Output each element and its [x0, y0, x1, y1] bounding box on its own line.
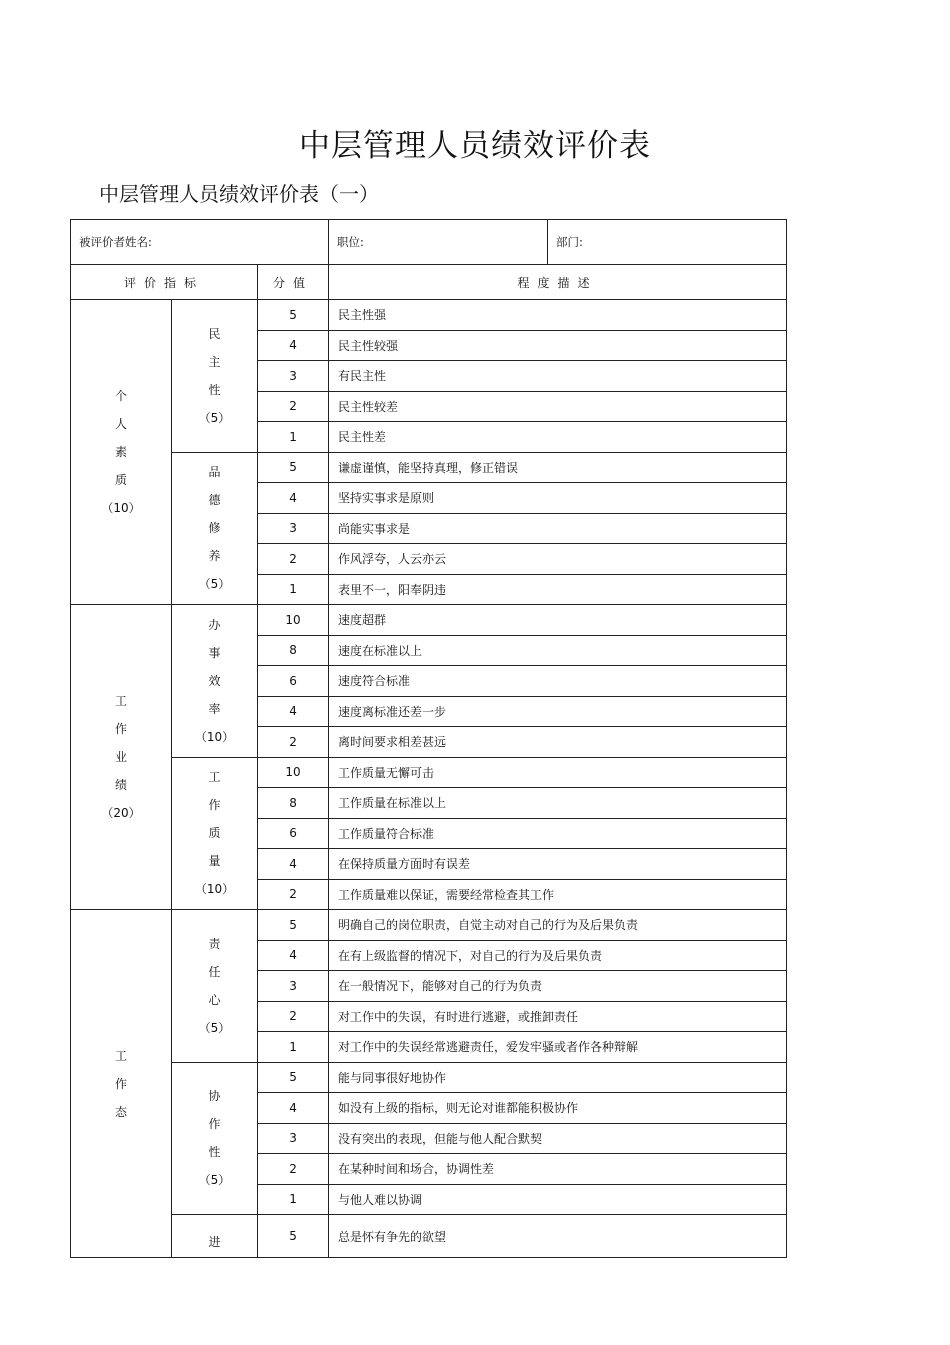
subcategory-label: [172, 910, 258, 1063]
description-cell: 工作质量在标准以上: [329, 788, 787, 819]
category-label-char: 质: [114, 473, 127, 487]
subcategory-label-char: 养: [208, 549, 221, 564]
subcategory-label: [172, 757, 258, 910]
table-subtitle: 中层管理人员绩效评价表（一）: [99, 182, 379, 206]
subcategory-label-char: （5）: [198, 577, 231, 592]
category-label-char: 工: [114, 694, 127, 708]
score-cell: 2: [258, 879, 329, 910]
score-cell: 1: [258, 574, 329, 605]
header-row: [71, 265, 787, 300]
score-cell: 5: [258, 452, 329, 483]
score-cell: 3: [258, 1123, 329, 1154]
score-cell: 6: [258, 666, 329, 697]
score-cell: 4: [258, 1093, 329, 1124]
score-cell: 8: [258, 788, 329, 819]
description-cell: 与他人难以协调: [329, 1184, 787, 1215]
table-row: [71, 452, 787, 483]
subcategory-label-char: 修: [208, 521, 221, 536]
description-cell: 速度符合标准: [329, 666, 787, 697]
subcategory-label-char: 德: [208, 493, 221, 508]
position-field[interactable]: 职位:: [329, 220, 548, 265]
score-cell: 10: [258, 757, 329, 788]
table-row: [71, 1215, 787, 1258]
category-label-char: 人: [114, 417, 127, 431]
description-cell: 工作质量难以保证，需要经常检查其工作: [329, 879, 787, 910]
description-cell: 民主性较差: [329, 391, 787, 422]
description-cell: 作风浮夸，人云亦云: [329, 544, 787, 575]
header-score: 分值: [258, 265, 329, 300]
subcategory-label-char: 品: [208, 465, 221, 480]
score-cell: 4: [258, 696, 329, 727]
table-row: [71, 910, 787, 941]
subcategory-label: [172, 300, 258, 453]
score-cell: 4: [258, 330, 329, 361]
score-cell: 5: [258, 1215, 329, 1258]
header-criteria: 评价指标: [71, 265, 258, 300]
category-label-char: 绩: [114, 778, 127, 792]
subcategory-label-char: 性: [208, 382, 221, 397]
description-cell: 尚能实事求是: [329, 513, 787, 544]
description-cell: 表里不一，阳奉阴违: [329, 574, 787, 605]
subcategory-label-char: 作: [208, 1117, 221, 1132]
subcategory-label-char: （5）: [198, 1173, 231, 1188]
evaluatee-name-field[interactable]: 被评价者姓名:: [71, 220, 329, 265]
score-cell: 1: [258, 1184, 329, 1215]
description-cell: 在保持质量方面时有误差: [329, 849, 787, 880]
score-cell: 2: [258, 1001, 329, 1032]
subcategory-label-char: （10）: [194, 882, 235, 897]
table-row: [71, 605, 787, 636]
table-row: [71, 757, 787, 788]
subcategory-label: [172, 605, 258, 758]
description-cell: 速度在标准以上: [329, 635, 787, 666]
category-label-char: 素: [114, 445, 127, 459]
subcategory-label-char: 作: [208, 798, 221, 813]
description-cell: 民主性较强: [329, 330, 787, 361]
score-cell: 5: [258, 1062, 329, 1093]
info-row: [71, 220, 787, 265]
description-cell: 对工作中的失误经常逃避责任，爱发牢骚或者作各种辩解: [329, 1032, 787, 1063]
subcategory-label-char: （5）: [198, 1020, 231, 1035]
score-cell: 5: [258, 910, 329, 941]
score-cell: 3: [258, 361, 329, 392]
category-label: [71, 605, 172, 910]
category-label: [71, 300, 172, 605]
subcategory-label-char: 事: [208, 645, 221, 660]
page-title: 中层管理人员绩效评价表: [299, 128, 651, 164]
subcategory-label-char: 民: [208, 326, 221, 341]
subcategory-label-char: （10）: [194, 729, 235, 744]
description-cell: 有民主性: [329, 361, 787, 392]
subcategory-label-char: 量: [208, 854, 221, 869]
description-cell: 工作质量符合标准: [329, 818, 787, 849]
subcategory-label-char: 任: [208, 964, 221, 979]
subcategory-label-char: 进: [208, 1235, 221, 1249]
score-cell: 5: [258, 300, 329, 331]
score-cell: 10: [258, 605, 329, 636]
description-cell: 对工作中的失误，有时进行逃避，或推卸责任: [329, 1001, 787, 1032]
category-label-char: 作: [114, 722, 127, 736]
subcategory-label-char: （5）: [198, 410, 231, 425]
subcategory-label-char: 协: [208, 1089, 221, 1104]
department-field[interactable]: 部门:: [548, 220, 787, 265]
score-cell: 2: [258, 391, 329, 422]
category-label-char: 个: [114, 389, 127, 403]
description-cell: 工作质量无懈可击: [329, 757, 787, 788]
description-cell: 速度超群: [329, 605, 787, 636]
score-cell: 2: [258, 1154, 329, 1185]
score-cell: 6: [258, 818, 329, 849]
table-row: [71, 300, 787, 331]
subcategory-label: [172, 1062, 258, 1215]
description-cell: 在一般情况下，能够对自己的行为负责: [329, 971, 787, 1002]
score-cell: 2: [258, 727, 329, 758]
category-label-char: （20）: [101, 806, 141, 820]
description-cell: 坚持实事求是原则: [329, 483, 787, 514]
description-cell: 民主性差: [329, 422, 787, 453]
score-cell: 3: [258, 513, 329, 544]
score-cell: 4: [258, 940, 329, 971]
description-cell: 谦虚谨慎，能坚持真理，修正错误: [329, 452, 787, 483]
score-cell: 3: [258, 971, 329, 1002]
description-cell: 速度离标准还差一步: [329, 696, 787, 727]
category-label-char: （10）: [101, 501, 141, 515]
description-cell: 没有突出的表现，但能与他人配合默契: [329, 1123, 787, 1154]
subcategory-label-char: 效: [208, 673, 221, 688]
category-label-char: 作: [114, 1076, 127, 1091]
score-cell: 4: [258, 483, 329, 514]
category-label-char: 业: [114, 750, 127, 764]
subcategory-label-char: 主: [208, 354, 221, 369]
description-cell: 在某种时间和场合，协调性差: [329, 1154, 787, 1185]
header-description: 程度描述: [329, 265, 787, 300]
subcategory-label-char: 率: [208, 701, 221, 716]
description-cell: 在有上级监督的情况下，对自己的行为及后果负责: [329, 940, 787, 971]
subcategory-label: [172, 452, 258, 605]
subcategory-label-char: 办: [208, 617, 221, 632]
subcategory-label-char: 心: [208, 992, 221, 1007]
score-cell: 1: [258, 1032, 329, 1063]
score-cell: 8: [258, 635, 329, 666]
category-label-char: 工: [114, 1048, 127, 1063]
subcategory-label-char: 责: [208, 936, 221, 951]
description-cell: 能与同事很好地协作: [329, 1062, 787, 1093]
description-cell: 总是怀有争先的欲望: [329, 1215, 787, 1258]
score-cell: 1: [258, 422, 329, 453]
subcategory-label-char: 性: [208, 1145, 221, 1160]
subcategory-label-char: 工: [208, 770, 221, 785]
description-cell: 明确自己的岗位职责，自觉主动对自己的行为及后果负责: [329, 910, 787, 941]
score-cell: 2: [258, 544, 329, 575]
category-label-char: 态: [114, 1104, 127, 1119]
table-row: [71, 1062, 787, 1093]
description-cell: 民主性强: [329, 300, 787, 331]
score-cell: 4: [258, 849, 329, 880]
description-cell: 如没有上级的指标，则无论对谁都能积极协作: [329, 1093, 787, 1124]
evaluation-table: [70, 219, 787, 1258]
description-cell: 离时间要求相差甚远: [329, 727, 787, 758]
subcategory-label-char: 质: [208, 826, 221, 841]
category-label: [71, 910, 172, 1258]
subcategory-label: [172, 1215, 258, 1258]
